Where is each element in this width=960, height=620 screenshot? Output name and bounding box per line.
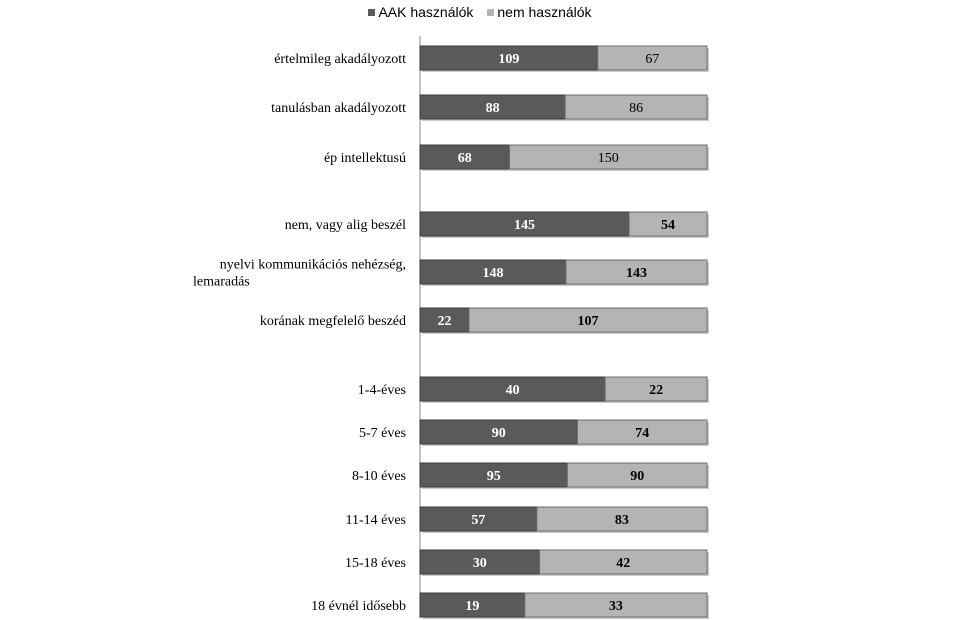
data-label-nem: 74 — [635, 426, 650, 441]
category-label: nem, vagy alig beszél — [284, 218, 406, 233]
legend-label-aak: AAK használók — [378, 4, 474, 20]
category-label: 5-7 éves — [358, 426, 406, 441]
category-label: korának megfelelő beszéd — [259, 314, 406, 329]
data-label-nem: 150 — [597, 151, 619, 166]
data-label-aak: 109 — [498, 52, 520, 67]
data-label-aak: 88 — [485, 101, 500, 116]
data-label-nem: 90 — [630, 469, 645, 484]
data-label-aak: 19 — [465, 599, 480, 614]
category-label: tanulásban akadályozott — [271, 101, 406, 116]
category-label: értelmileg akadályozott — [274, 52, 406, 67]
data-label-aak: 22 — [437, 314, 452, 329]
data-label-nem: 83 — [614, 513, 629, 528]
data-label-nem: 22 — [649, 383, 664, 398]
data-label-nem: 143 — [625, 266, 647, 281]
data-label-nem: 107 — [577, 314, 599, 329]
category-label: 18 évnél idősebb — [311, 599, 406, 614]
data-label-aak: 40 — [505, 383, 520, 398]
legend-label-nem: nem használók — [497, 4, 592, 20]
data-label-aak: 30 — [472, 556, 487, 571]
data-label-nem: 33 — [608, 599, 623, 614]
data-label-aak: 90 — [491, 426, 506, 441]
category-label: 11-14 éves — [345, 513, 406, 528]
category-label: 8-10 éves — [351, 469, 406, 484]
category-label: nyelvi kommunikációs nehézség, — [219, 257, 406, 273]
data-label-aak: 57 — [471, 513, 486, 528]
category-label: 1-4-éves — [357, 383, 406, 398]
data-label-aak: 95 — [486, 469, 501, 484]
data-label-nem: 42 — [616, 556, 631, 571]
data-label-nem: 86 — [629, 101, 644, 116]
category-label: lemaradás — [193, 274, 250, 290]
data-label-aak: 148 — [482, 266, 504, 281]
data-label-nem: 67 — [645, 52, 660, 67]
data-label-nem: 54 — [661, 218, 676, 233]
category-label: ép intellektusú — [323, 151, 406, 166]
category-label: 15-18 éves — [344, 556, 406, 571]
data-label-aak: 145 — [514, 218, 536, 233]
data-label-aak: 68 — [457, 151, 472, 166]
